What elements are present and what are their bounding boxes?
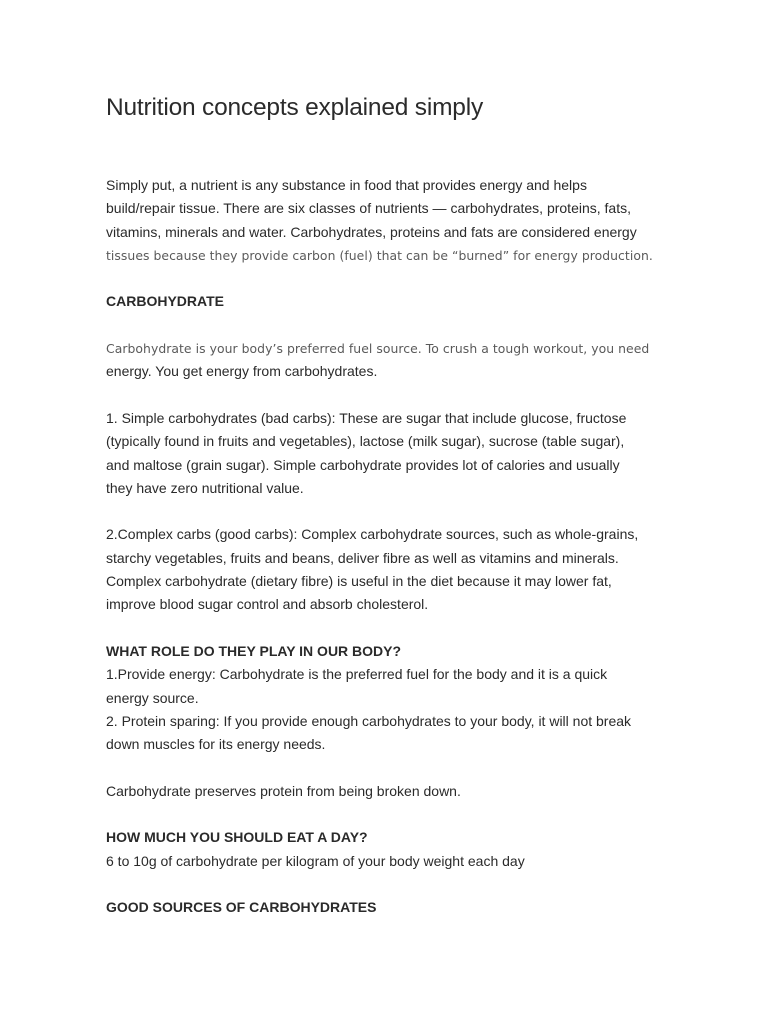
spacer	[106, 617, 686, 640]
spacer	[106, 500, 686, 523]
carb-intro-paragraph	[106, 337, 686, 384]
section-heading-amount: HOW MUCH YOU SHOULD EAT A DAY?	[106, 829, 368, 846]
text-line: down muscles for its energy needs.	[106, 736, 326, 753]
section-heading-sources: GOOD SOURCES OF CARBOHYDRATES	[106, 899, 377, 916]
spacer	[106, 873, 686, 896]
role-paragraph	[106, 663, 686, 756]
text-line: and maltose (grain sugar). Simple carbohydrate provides lot of calories and usually	[106, 456, 620, 473]
spacer	[106, 384, 686, 407]
preserve-paragraph	[106, 780, 686, 803]
text-line: 1. Simple carbohydrates (bad carbs): These are sugar that include glucose, fructose	[106, 409, 627, 426]
text-line: energy source.	[106, 689, 199, 706]
spacer	[106, 124, 686, 174]
simple-carbs-paragraph	[106, 407, 686, 500]
text-line: energy. You get energy from carbohydrates.	[106, 363, 378, 380]
text-line: Complex carbohydrate (dietary fibre) is useful in the diet because it may lower fat,	[106, 573, 612, 590]
spacer	[106, 756, 686, 779]
text-line: Simply put, a nutrient is any substance in food that provides energy and helps	[106, 177, 587, 193]
spacer	[106, 267, 686, 290]
document-page	[106, 92, 686, 920]
text-line: starchy vegetables, fruits and beans, deliver fibre as well as vitamins and minerals.	[106, 549, 619, 566]
page-title: Nutrition concepts explained simply	[106, 94, 484, 121]
text-line: 2.Complex carbs (good carbs): Complex carbohydrate sources, such as whole-grains,	[106, 526, 639, 543]
text-line: improve blood sugar control and absorb cholesterol.	[106, 596, 429, 613]
text-line: they have zero nutritional value.	[106, 479, 304, 496]
spacer	[106, 803, 686, 826]
text-line: vitamins, minerals and water. Carbohydrates, proteins and fats are considered energy	[106, 223, 637, 240]
text-line: (typically found in fruits and vegetables), lactose (milk sugar), sucrose (table sugar),	[106, 433, 625, 450]
spacer	[106, 314, 686, 337]
text-line: 1.Provide energy: Carbohydrate is the preferred fuel for the body and it is a quick	[106, 666, 608, 683]
text-line: build/repair tissue. There are six classes of nutrients — carbohydrates, proteins, fats,	[106, 200, 631, 217]
amount-paragraph	[106, 850, 686, 873]
section-heading-carbohydrate: CARBOHYDRATE	[106, 293, 224, 310]
text-line: 2. Protein sparing: If you provide enough carbohydrates to your body, it will not break	[106, 712, 632, 729]
section-heading-role: WHAT ROLE DO THEY PLAY IN OUR BODY?	[106, 642, 402, 659]
complex-carbs-paragraph	[106, 523, 686, 616]
text-line: 6 to 10g of carbohydrate per kilogram of your body weight each day	[106, 852, 525, 869]
intro-paragraph	[106, 174, 686, 267]
text-line: tissues because they provide carbon (fuel) that can be “burned” for energy production.	[106, 247, 653, 263]
text-line: Carbohydrate is your body’s preferred fuel source. To crush a tough workout, you need	[106, 341, 650, 357]
text-line: Carbohydrate preserves protein from being broken down.	[106, 782, 461, 799]
